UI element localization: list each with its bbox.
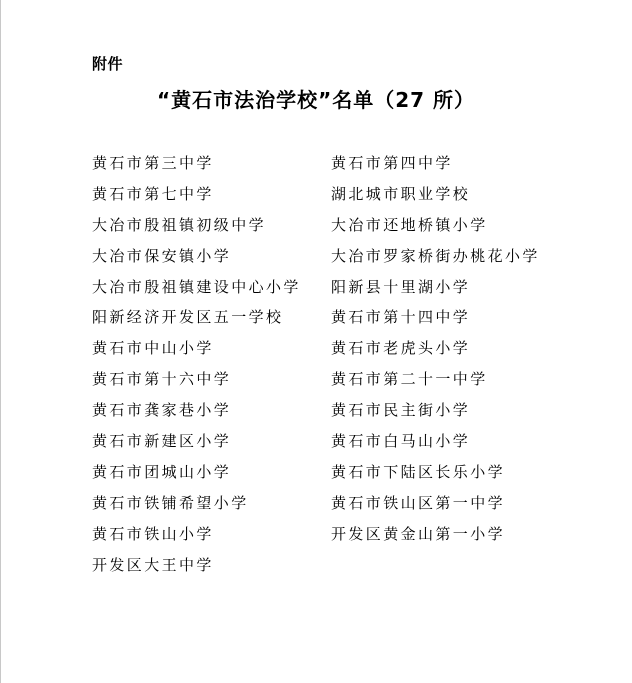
list-item: 开发区大王中学: [92, 555, 214, 574]
list-item: 黄石市团城山小学: [92, 462, 232, 481]
list-item: 黄石市民主街小学: [331, 401, 471, 420]
list-item: 黄石市铁山小学: [92, 524, 214, 543]
list-item: 黄石市第三中学: [92, 154, 214, 172]
attachment-label: 附件: [92, 55, 124, 73]
list-item: 湖北城市职业学校: [331, 184, 471, 203]
list-item: 黄石市铁铺希望小学: [92, 493, 249, 512]
list-item: 黄石市第七中学: [92, 184, 214, 203]
list-item: 黄石市中山小学: [92, 339, 214, 358]
list-item: 黄石市下陆区长乐小学: [331, 462, 506, 481]
list-item: 阳新县十里湖小学: [331, 277, 471, 296]
list-item: 黄石市第十六中学: [92, 370, 232, 389]
list-item: 大冶市罗家桥街办桃花小学: [331, 246, 540, 265]
school-list-right: [331, 151, 540, 553]
list-item: 阳新经济开发区五一学校: [92, 308, 284, 327]
list-item: 开发区黄金山第一小学: [331, 524, 506, 543]
list-item: 黄石市第四中学: [331, 154, 453, 172]
list-item: 黄石市铁山区第一中学: [331, 493, 506, 512]
list-item: 大冶市殷祖镇初级中学: [92, 215, 267, 234]
page-title: “黄石市法治学校”名单（27 所）: [156, 88, 476, 112]
list-item: 黄石市新建区小学: [92, 432, 232, 451]
list-item: 大冶市殷祖镇建设中心小学: [92, 277, 301, 296]
list-item: 黄石市第十四中学: [331, 308, 471, 327]
list-item: 大冶市保安镇小学: [92, 246, 232, 265]
list-item: 黄石市老虎头小学: [331, 339, 471, 358]
list-item: 黄石市第二十一中学: [331, 370, 488, 389]
school-list-left: [92, 151, 301, 583]
list-item: 大冶市还地桥镇小学: [331, 215, 488, 234]
list-item: 黄石市龚家巷小学: [92, 401, 232, 420]
list-item: 黄石市白马山小学: [331, 432, 471, 451]
